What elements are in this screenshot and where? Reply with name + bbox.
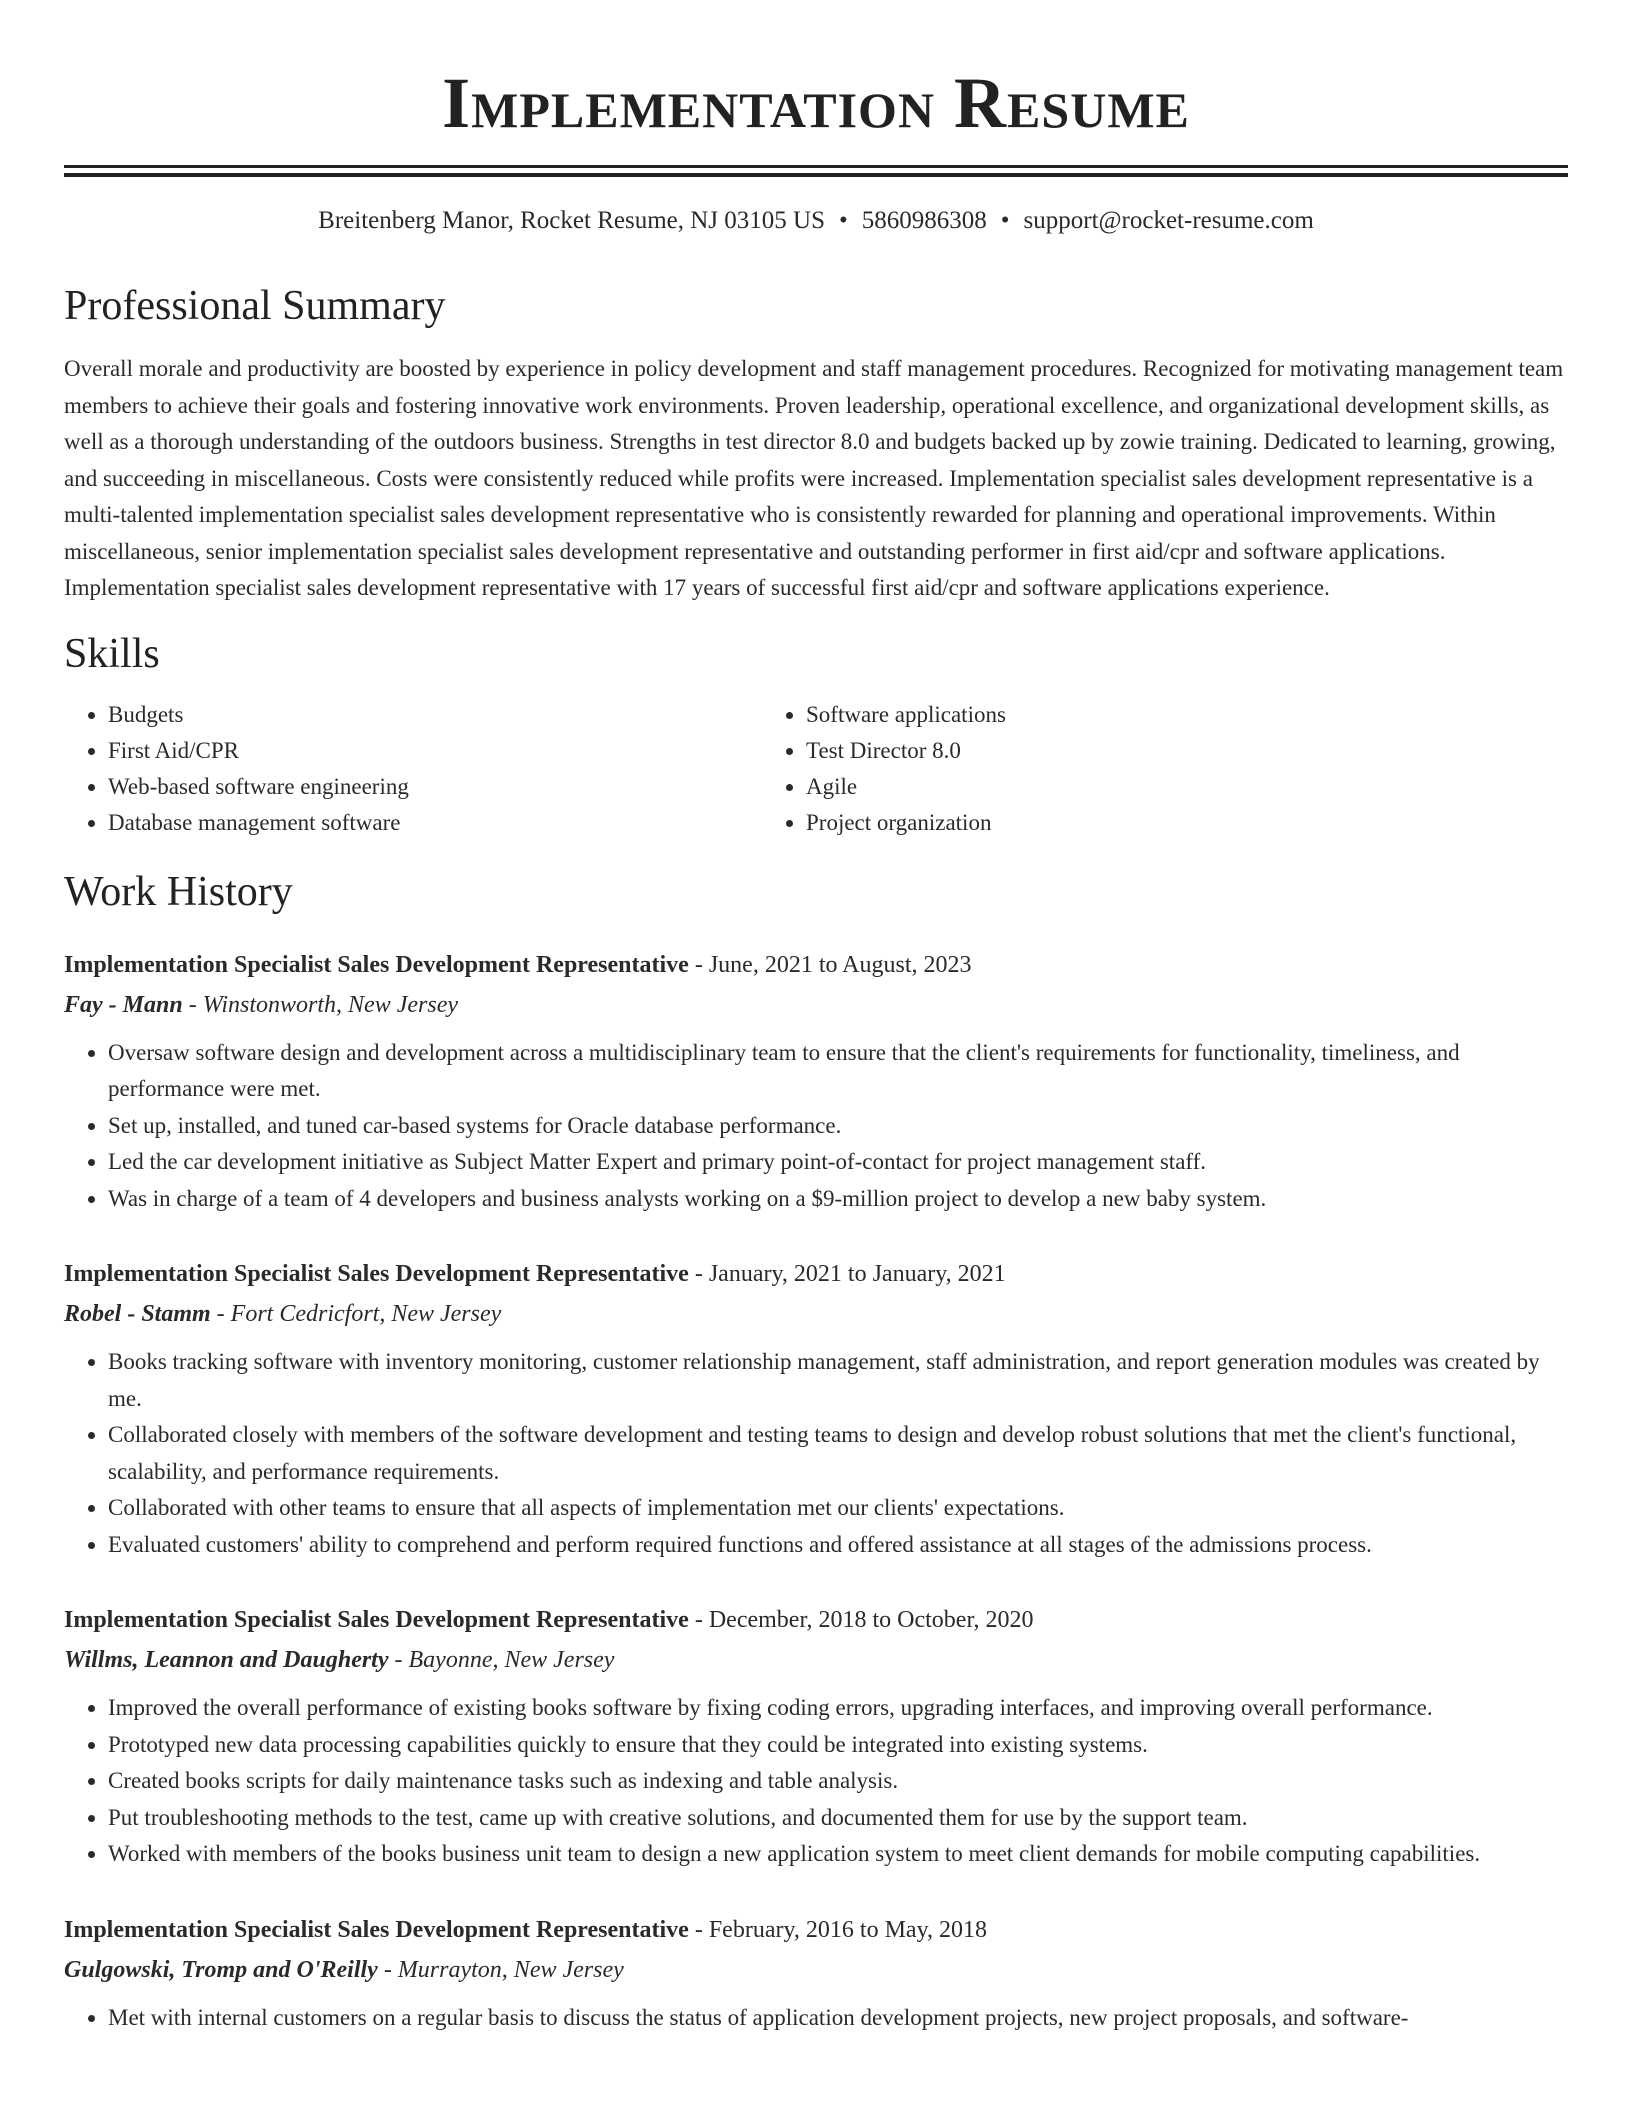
dash-separator: - — [388, 1647, 409, 1673]
job-bullets — [64, 1690, 1568, 1873]
job-company: Robel - Stamm — [64, 1301, 211, 1327]
dash-separator: - — [210, 1301, 231, 1327]
job-bullet: • Was in charge of a team of 4 developers and business analysts working on a $9-million project to develop a new baby system. — [108, 1181, 1568, 1218]
job-bullet: • Collaborated with other teams to ensure that all aspects of implementation met our clients' expectations. — [108, 1490, 1568, 1527]
dash-separator: - — [688, 1607, 709, 1633]
dash-separator: - — [688, 1261, 709, 1287]
job-bullet: • Collaborated closely with members of the software development and testing teams to design and develop robust solutions that met the client's functional, scalability, and performance requirements. — [108, 1417, 1568, 1490]
contact-separator: • — [1000, 207, 1010, 234]
skill-item: • Budgets — [108, 697, 762, 733]
job-bullets — [64, 1344, 1568, 1563]
job-bullet: • Worked with members of the books business unit team to design a new application system to meet client demands for mobile computing capabilities. — [108, 1836, 1568, 1873]
job-entry — [64, 1910, 1568, 2037]
job-dates: January, 2021 to January, 2021 — [708, 1261, 1006, 1287]
job-company: Gulgowski, Tromp and O'Reilly — [64, 1956, 378, 1983]
job-location: Winstonworth, New Jersey — [202, 991, 459, 1018]
skills-list — [64, 697, 1568, 841]
resume-page — [64, 0, 1568, 2036]
job-title-line — [64, 1910, 1568, 1950]
contact-address: Breitenberg Manor, Rocket Resume, NJ 03105 US — [318, 207, 825, 234]
job-company-line — [64, 1950, 1568, 1990]
job-company: Willms, Leannon and Daugherty — [64, 1647, 389, 1673]
job-bullet: • Evaluated customers' ability to comprehend and perform required functions and offered assistance at all stages of the admissions process. — [108, 1527, 1568, 1564]
job-location: Bayonne, New Jersey — [408, 1647, 615, 1673]
job-bullet: • Met with internal customers on a regular basis to discuss the status of application development projects, new project proposals, and software- — [108, 2000, 1568, 2037]
job-dates: December, 2018 to October, 2020 — [708, 1607, 1034, 1633]
job-bullet: • Oversaw software design and development across a multidisciplinary team to ensure that the client's requirements for functionality, timeliness, and performance were met. — [108, 1035, 1568, 1108]
dash-separator: - — [377, 1956, 398, 1983]
job-title-line — [64, 945, 1568, 985]
job-entry — [64, 1600, 1568, 1873]
job-title: Implementation Specialist Sales Development Representative — [64, 951, 689, 978]
dash-separator: - — [688, 1916, 709, 1943]
job-bullet: • Put troubleshooting methods to the test, came up with creative solutions, and documented them for use by the support team. — [108, 1800, 1568, 1837]
job-title: Implementation Specialist Sales Development Representative — [64, 1607, 689, 1633]
contact-line — [64, 205, 1568, 237]
contact-phone: 5860986308 — [861, 207, 987, 234]
job-entry — [64, 1254, 1568, 1563]
job-title: Implementation Specialist Sales Development Representative — [64, 1916, 689, 1943]
job-bullet: • Led the car development initiative as Subject Matter Expert and primary point-of-contact for project management staff. — [108, 1144, 1568, 1181]
job-company-line — [64, 1294, 1568, 1334]
job-bullet: • Improved the overall performance of existing books software by fixing coding errors, upgrading interfaces, and improving overall performance. — [108, 1690, 1568, 1727]
dash-separator: - — [182, 991, 203, 1018]
job-bullet: • Set up, installed, and tuned car-based systems for Oracle database performance. — [108, 1108, 1568, 1145]
job-entry — [64, 945, 1568, 1218]
section-heading-summary: Professional Summary — [64, 283, 446, 329]
job-company-line — [64, 985, 1568, 1025]
job-bullet: • Prototyped new data processing capabilities quickly to ensure that they could be integrated into existing systems. — [108, 1727, 1568, 1764]
job-title: Implementation Specialist Sales Development Representative — [64, 1261, 689, 1287]
skill-item: • Software applications — [806, 697, 1568, 733]
section-heading-work-history: Work History — [64, 868, 293, 915]
skill-item: • Database management software — [108, 805, 762, 841]
job-location: Murrayton, New Jersey — [397, 1956, 624, 1983]
dash-separator: - — [688, 951, 709, 978]
job-bullet: • Books tracking software with inventory monitoring, customer relationship management, staff administration, and report generation modules was created by me. — [108, 1344, 1568, 1417]
job-company: Fay - Mann — [64, 991, 183, 1018]
skill-item: • First Aid/CPR — [108, 733, 762, 769]
skills-column-left — [64, 697, 762, 841]
section-heading-skills: Skills — [64, 630, 160, 677]
skill-item: • Agile — [806, 769, 1568, 805]
job-dates: June, 2021 to August, 2023 — [708, 951, 972, 978]
job-title-line — [64, 1600, 1568, 1640]
skill-item: • Project organization — [806, 805, 1568, 841]
job-title-line — [64, 1254, 1568, 1294]
skill-item: • Web-based software engineering — [108, 769, 762, 805]
job-location: Fort Cedricfort, New Jersey — [230, 1301, 502, 1327]
job-bullet: • Created books scripts for daily maintenance tasks such as indexing and table analysis. — [108, 1763, 1568, 1800]
contact-email: support@rocket-resume.com — [1023, 207, 1314, 234]
job-dates: February, 2016 to May, 2018 — [708, 1916, 988, 1943]
skill-item: • Test Director 8.0 — [806, 733, 1568, 769]
job-bullets — [64, 2000, 1568, 2037]
summary-text: Overall morale and productivity are boosted by experience in policy development and staff management procedures. Recognized for motivating management team members to achieve their goals and fostering innovative work environments. Proven leadership, operational excellence, and organizational development skills, as well as a thorough understanding of the outdoors business. Strengths in test director 8.0 and budgets backed up by zowie training. Dedicated to learning, growing, and succeeding in miscellaneous. Costs were consistently reduced while profits were increased. Implementation specialist sales development representative is a multi-talented implementation specialist sales development representative who is consistently rewarded for planning and operational improvements. Within miscellaneous, senior implementation specialist sales development representative and outstanding performer in first aid/cpr and software applications. Implementation specialist sales development representative with 17 years of successful first aid/cpr and software applications experience. — [64, 356, 1564, 600]
skills-column-right — [762, 697, 1568, 841]
contact-separator: • — [838, 207, 848, 234]
job-bullets — [64, 1035, 1568, 1218]
title-divider — [64, 165, 1568, 177]
document-title: Implementation Resume — [442, 63, 1190, 143]
job-company-line — [64, 1640, 1568, 1680]
